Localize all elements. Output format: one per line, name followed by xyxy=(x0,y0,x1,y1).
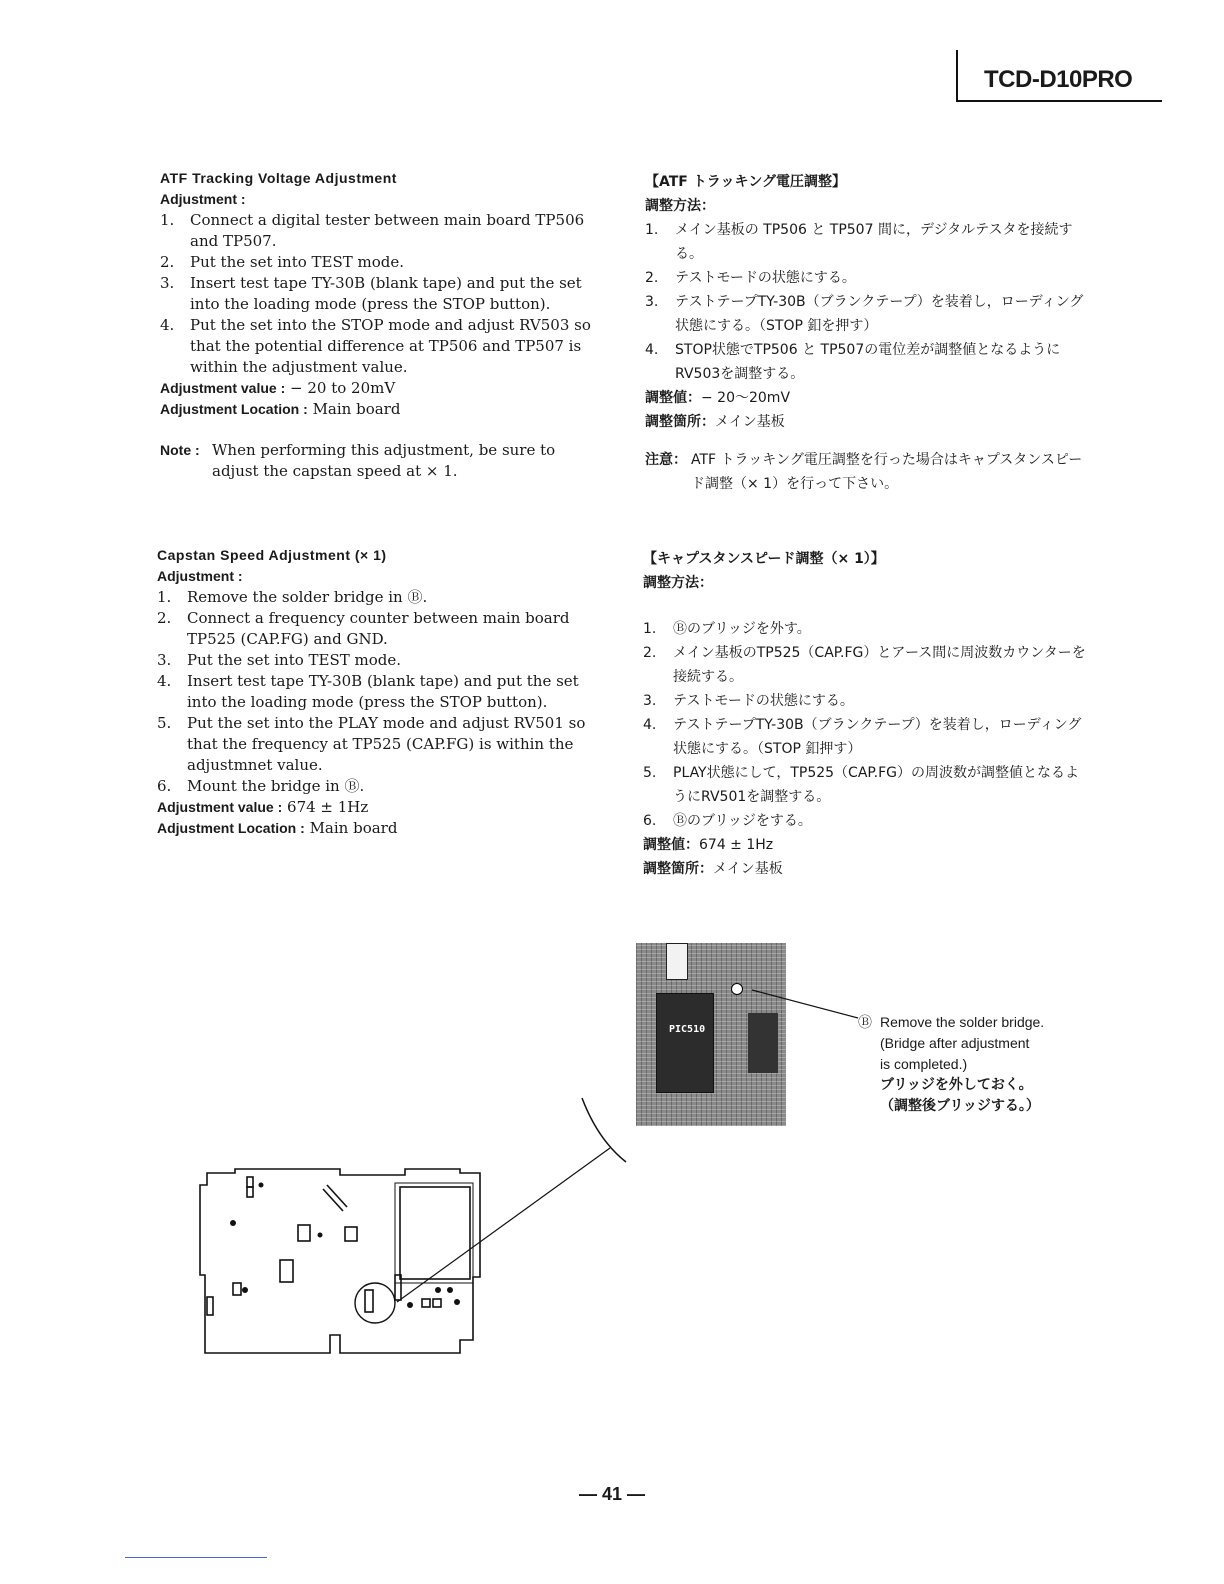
step-number: 2. xyxy=(645,270,659,286)
via-dot xyxy=(318,1233,323,1238)
bridge-callout xyxy=(858,1012,1045,1117)
location-text: Main board xyxy=(312,400,401,418)
value-label: 調整値： xyxy=(645,390,701,406)
step-text: テストモードの状態にする。 xyxy=(675,270,856,286)
capstan-adjustment-label-en: Adjustment : xyxy=(157,568,243,584)
callout-line: (Bridge after adjustment xyxy=(880,1035,1030,1051)
component-outline xyxy=(247,1177,253,1187)
location-label: 調整箇所： xyxy=(643,861,713,877)
step-number: 5. xyxy=(643,765,657,781)
value-text: − 20〜20mV xyxy=(701,390,791,406)
atf-title-en: ATF Tracking Voltage Adjustment xyxy=(160,170,397,186)
step-text: Insert test tape TY-30B (blank tape) and put the set into the loading mode (press the STOP button). xyxy=(187,672,579,711)
capstan-method-label-jp: 調整方法： xyxy=(643,575,713,591)
step-number: 4. xyxy=(643,717,657,733)
via-dot xyxy=(407,1302,413,1308)
via-dot xyxy=(447,1287,453,1293)
via-dot xyxy=(242,1287,248,1293)
location-label: Adjustment Location : xyxy=(157,820,305,836)
step-number: 4. xyxy=(160,316,175,334)
callout-line: Remove the solder bridge. xyxy=(880,1014,1045,1030)
component-outline xyxy=(280,1260,293,1282)
capstan-title-jp: 【キャプスタンスピード調整（× 1）】 xyxy=(643,551,885,567)
step-number: 2. xyxy=(157,609,172,627)
value-text: − 20 to 20mV xyxy=(290,379,396,397)
step-text: メイン基板の TP506 と TP507 間に，デジタルテスタを接続する。 xyxy=(675,222,1073,262)
value-label: 調整値： xyxy=(643,837,699,853)
board-window xyxy=(400,1187,470,1279)
via-dot xyxy=(259,1183,264,1188)
step-text: テストテープTY-30B（ブランクテープ）を装着し，ローディング状態にする。（STOP 釦を押す） xyxy=(675,294,1084,334)
callout-leader-line xyxy=(752,990,858,1018)
step-text: STOP状態でTP506 と TP507の電位差が調整値となるように RV503を調整する。 xyxy=(675,342,1061,382)
component-outline xyxy=(207,1297,213,1315)
atf-title-jp: 【ATF トラッキング電圧調整】 xyxy=(645,174,847,190)
capstan-title-en: Capstan Speed Adjustment (× 1) xyxy=(157,547,387,563)
component-outline xyxy=(233,1283,241,1295)
via-dot xyxy=(454,1299,460,1305)
step-number: 4. xyxy=(157,672,172,690)
diagonal-part xyxy=(323,1185,347,1211)
step-text: Ⓑのブリッジを外す。 xyxy=(673,621,811,637)
value-text: 674 ± 1Hz xyxy=(699,837,774,853)
note-text: ATF トラッキング電圧調整を行った場合はキャプスタンスピード調整（× 1）を行って下さい。 xyxy=(691,452,1083,492)
step-text: Insert test tape TY-30B (blank tape) and put the set into the loading mode (press the STOP button). xyxy=(190,274,582,313)
note-label: 注意： xyxy=(645,452,687,468)
step-text: Remove the solder bridge in Ⓑ. xyxy=(187,588,428,606)
step-number: 1. xyxy=(157,588,172,606)
chip-label: PIC510 xyxy=(669,1024,706,1035)
component-outline xyxy=(365,1290,373,1312)
location-text: Main board xyxy=(309,819,398,837)
board-window-frame xyxy=(395,1183,473,1283)
value-label: Adjustment value : xyxy=(160,380,286,396)
component-outline xyxy=(422,1299,430,1307)
location-label: Adjustment Location : xyxy=(160,401,308,417)
atf-adjustment-label-en: Adjustment : xyxy=(160,191,246,207)
main-board-outline xyxy=(195,1165,495,1360)
bottom-rule xyxy=(125,1557,267,1558)
component-outline xyxy=(247,1187,253,1197)
step-text: Connect a digital tester between main board TP506 and TP507. xyxy=(190,211,585,250)
value-text: 674 ± 1Hz xyxy=(287,798,369,816)
step-text: Mount the bridge in Ⓑ. xyxy=(187,777,365,795)
step-number: 3. xyxy=(645,294,659,310)
step-text: Put the set into TEST mode. xyxy=(190,253,405,271)
step-number: 4. xyxy=(645,342,659,358)
step-text: メイン基板のTP525（CAP.FG）とアース間に周波数カウンターを接続する。 xyxy=(673,645,1086,685)
component-outline xyxy=(298,1225,310,1241)
callout-line: （調整後ブリッジする。） xyxy=(880,1098,1040,1114)
step-number: 2. xyxy=(160,253,175,271)
step-number: 3. xyxy=(157,651,172,669)
step-number: 1. xyxy=(645,222,659,238)
board-edge xyxy=(200,1169,480,1353)
step-text: テストモードの状態にする。 xyxy=(673,693,854,709)
step-text: Ⓑのブリッジをする。 xyxy=(673,813,812,829)
via-dot xyxy=(435,1287,441,1293)
step-text: Put the set into TEST mode. xyxy=(187,651,402,669)
step-text: PLAY状態にして，TP525（CAP.FG）の周波数が調整値となるようにRV501を調整する。 xyxy=(673,765,1080,805)
location-text: メイン基板 xyxy=(715,414,785,430)
zoom-circle xyxy=(355,1283,395,1323)
callout-line: ブリッジを外しておく。 xyxy=(880,1077,1033,1093)
step-text: テストテープTY-30B（ブランクテープ）を装着し，ローディング状態にする。（STOP 釦押す） xyxy=(673,717,1082,757)
value-label: Adjustment value : xyxy=(157,799,283,815)
via-dot xyxy=(230,1220,236,1226)
step-number: 3. xyxy=(643,693,657,709)
page-number: — 41 — xyxy=(578,1484,646,1504)
location-text: メイン基板 xyxy=(713,861,783,877)
step-number: 6. xyxy=(157,777,172,795)
callout-line: is completed.) xyxy=(880,1056,968,1072)
step-number: 2. xyxy=(643,645,657,661)
note-text: When performing this adjustment, be sure to adjust the capstan speed at × 1. xyxy=(212,441,556,480)
step-number: 5. xyxy=(157,714,172,732)
step-number: 1. xyxy=(643,621,657,637)
step-text: Put the set into the PLAY mode and adjust RV501 so that the frequency at TP525 (CAP.FG) is within the adjustmnet value. xyxy=(187,714,586,774)
step-number: 1. xyxy=(160,211,175,229)
location-label: 調整箇所： xyxy=(645,414,715,430)
model-number: TCD-D10PRO xyxy=(956,50,1162,102)
step-number: 6. xyxy=(643,813,657,829)
component-outline xyxy=(433,1299,441,1307)
step-number: 3. xyxy=(160,274,175,292)
component-outline xyxy=(345,1227,357,1241)
step-text: Put the set into the STOP mode and adjust RV503 so that the potential difference at TP506 and TP507 is within the adjustment value. xyxy=(190,316,591,376)
step-text: Connect a frequency counter between main board TP525 (CAP.FG) and GND. xyxy=(187,609,570,648)
note-label: Note : xyxy=(160,442,200,458)
bridge-mark: Ⓑ xyxy=(858,1014,872,1030)
atf-method-label-jp: 調整方法： xyxy=(645,198,715,214)
